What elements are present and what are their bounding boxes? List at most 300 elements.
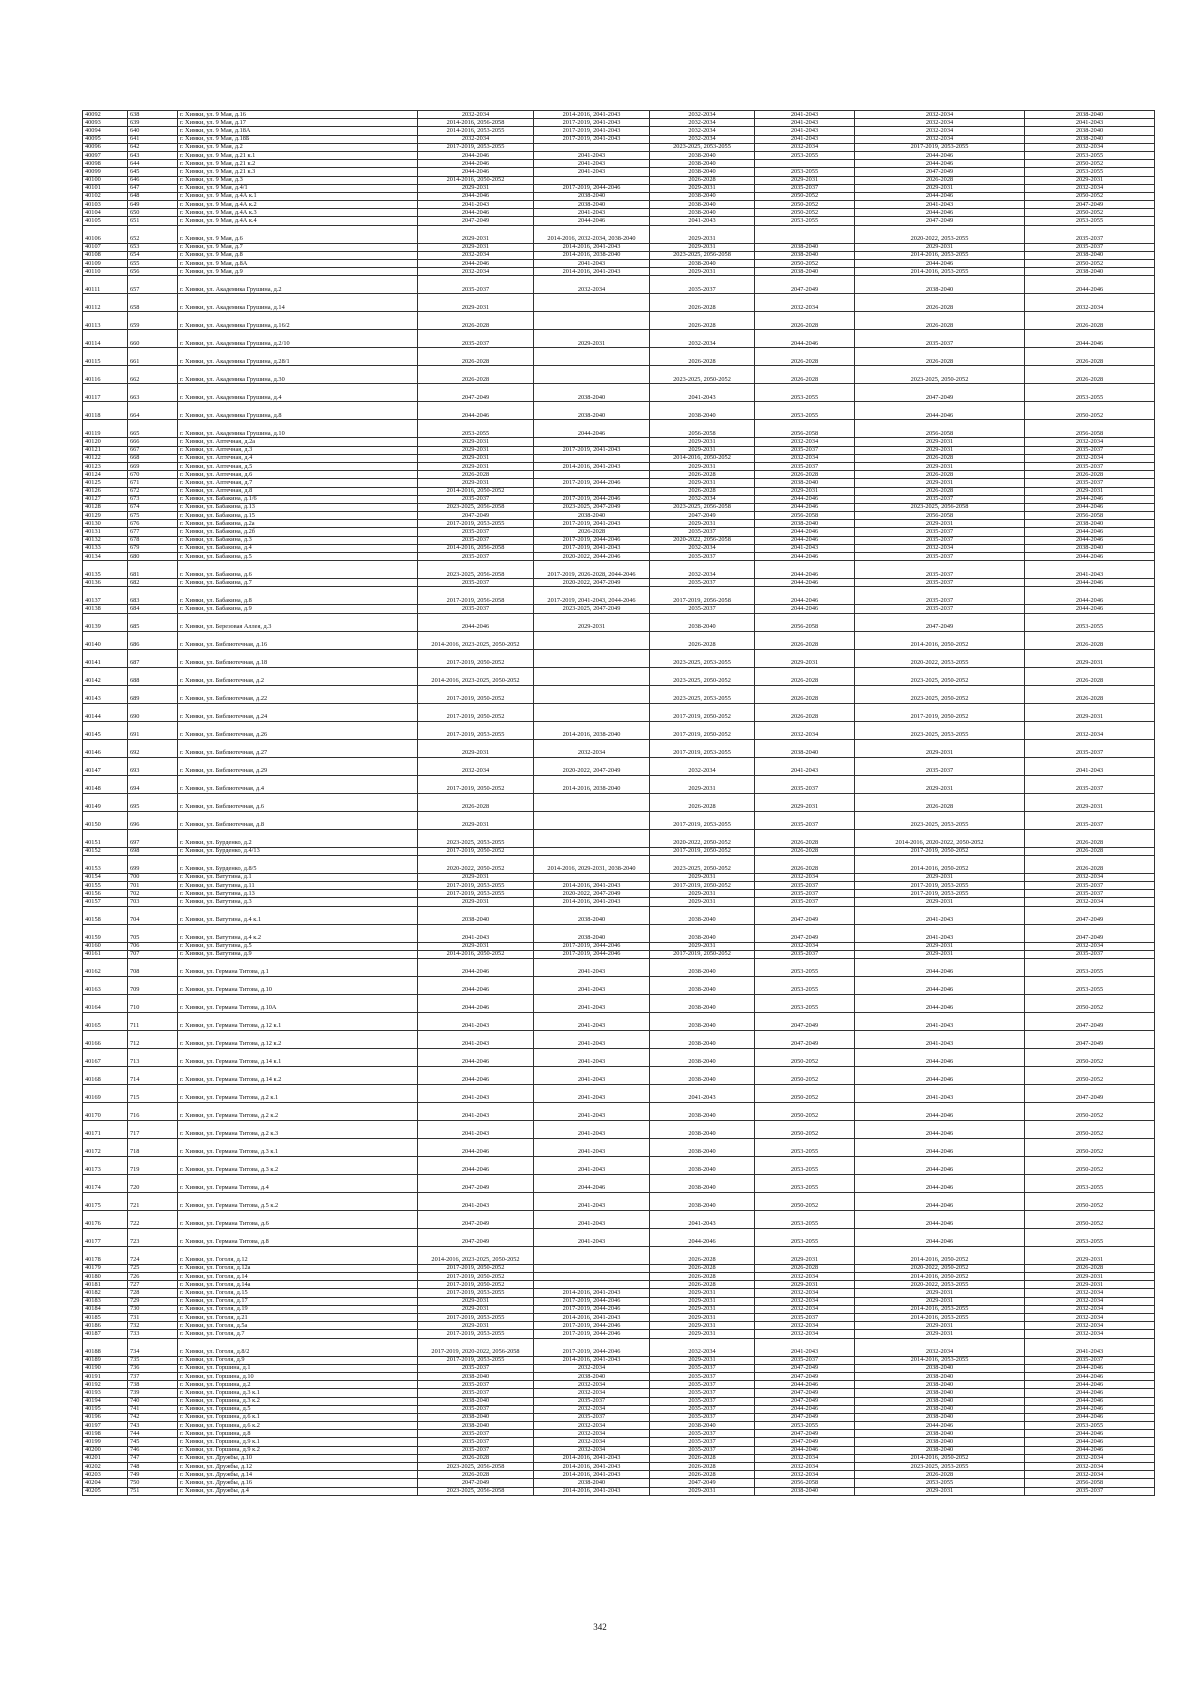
period-cell-3: 2029-2031 [650,438,755,446]
address-cell: г. Химки, ул. Германа Титова, д.1 [178,958,418,976]
period-cell-1: 2017-2019, 2050-2052 [418,847,534,855]
period-cell-6: 2032-2034 [1025,294,1155,312]
period-cell-2 [534,348,650,366]
address-cell: г. Химки, ул. Ватутина, д.1 [178,873,418,881]
row-number-cell: 702 [128,890,178,898]
table-row [83,268,1155,276]
period-cell-1: 2044-2046 [418,994,534,1012]
period-cell-6: 2032-2034 [1025,1463,1155,1471]
period-cell-6: 2026-2028 [1025,829,1155,847]
period-cell-1: 2032-2034 [418,111,534,119]
data-table [82,110,1155,1496]
period-cell-6: 2044-2046 [1025,276,1155,294]
address-cell: г. Химки, ул. 9 Мая, д.6 [178,225,418,243]
period-cell-3: 2044-2046 [650,1228,755,1246]
period-cell-1: 2017-2019, 2053-2055 [418,1289,534,1297]
period-cell-6: 2044-2046 [1025,605,1155,613]
table-row [83,561,1155,579]
row-number-cell: 672 [128,487,178,495]
row-id-cell: 40106 [83,225,128,243]
period-cell-5: 2029-2031 [855,1289,1025,1297]
table-row [83,1322,1155,1330]
period-cell-4: 2032-2034 [755,1463,855,1471]
row-number-cell: 691 [128,721,178,739]
table-row [83,847,1155,855]
period-cell-4: 2053-2055 [755,1228,855,1246]
period-cell-2: 2017-2019, 2041-2043 [534,127,650,135]
table-row [83,512,1155,520]
period-cell-4: 2041-2043 [755,757,855,775]
period-cell-2: 2041-2043 [534,1156,650,1174]
period-cell-6: 2038-2040 [1025,111,1155,119]
period-cell-4: 2026-2028 [755,847,855,855]
period-cell-6: 2032-2034 [1025,1471,1155,1479]
row-id-cell: 40113 [83,312,128,330]
period-cell-6: 2029-2031 [1025,1281,1155,1289]
row-id-cell: 40149 [83,793,128,811]
address-cell: г. Химки, ул. 9 Мая, д.18Б [178,135,418,143]
period-cell-1: 2041-2043 [418,1012,534,1030]
period-cell-3: 2047-2049 [650,512,755,520]
period-cell-6: 2026-2028 [1025,312,1155,330]
period-cell-1: 2044-2046 [418,613,534,631]
period-cell-4: 2047-2049 [755,1364,855,1372]
period-cell-5: 2026-2028 [855,1471,1025,1479]
period-cell-5: 2032-2034 [855,119,1025,127]
row-id-cell: 40102 [83,192,128,200]
period-cell-3: 2023-2025, 2056-2058 [650,503,755,511]
address-cell: г. Химки, ул. Германа Титова, д.14 к.2 [178,1066,418,1084]
period-cell-5: 2038-2040 [855,1438,1025,1446]
period-cell-2: 2038-2040 [534,402,650,420]
row-number-cell: 652 [128,225,178,243]
period-cell-3: 2035-2037 [650,579,755,587]
row-id-cell: 40174 [83,1174,128,1192]
row-number-cell: 680 [128,553,178,561]
row-id-cell: 40123 [83,462,128,470]
period-cell-3: 2029-2031 [650,1305,755,1313]
period-cell-4: 2056-2058 [755,613,855,631]
period-cell-2: 2017-2019, 2041-2043 [534,520,650,528]
period-cell-6: 2047-2049 [1025,1012,1155,1030]
period-cell-4: 2026-2028 [755,348,855,366]
row-id-cell: 40201 [83,1454,128,1462]
period-cell-6: 2044-2046 [1025,1413,1155,1421]
table-row [83,1228,1155,1246]
period-cell-2: 2017-2019, 2041-2043 [534,135,650,143]
period-cell-3: 2029-2031 [650,225,755,243]
row-id-cell: 40109 [83,260,128,268]
address-cell: г. Химки, ул. Дружбы, д.4 [178,1487,418,1495]
period-cell-2: 2017-2019, 2044-2046 [534,1305,650,1313]
period-cell-2: 2032-2034 [534,1430,650,1438]
period-cell-3: 2038-2040 [650,151,755,159]
address-cell: г. Химки, ул. 9 Мая, д.21 к.2 [178,160,418,168]
address-cell: г. Химки, ул. Гоголя, д.17 [178,1297,418,1305]
period-cell-6: 2029-2031 [1025,176,1155,184]
table-row [83,587,1155,605]
period-cell-5: 2044-2046 [855,1174,1025,1192]
period-cell-6: 2032-2034 [1025,438,1155,446]
period-cell-1: 2044-2046 [418,1066,534,1084]
row-number-cell: 741 [128,1405,178,1413]
row-id-cell: 40119 [83,420,128,438]
period-cell-1: 2029-2031 [418,184,534,192]
period-cell-4: 2041-2043 [755,135,855,143]
period-cell-3: 2035-2037 [650,1364,755,1372]
period-cell-4: 2053-2055 [755,958,855,976]
period-cell-4: 2026-2028 [755,366,855,384]
period-cell-2: 2017-2019, 2044-2046 [534,950,650,958]
row-id-cell: 40134 [83,553,128,561]
period-cell-2: 2020-2022, 2047-2049 [534,890,650,898]
row-number-cell: 686 [128,631,178,649]
period-cell-4: 2032-2034 [755,1289,855,1297]
period-cell-1: 2035-2037 [418,579,534,587]
address-cell: г. Химки, ул. 9 Мая, д.3 [178,176,418,184]
period-cell-4: 2032-2034 [755,721,855,739]
row-number-cell: 639 [128,119,178,127]
period-cell-3: 2029-2031 [650,520,755,528]
row-number-cell: 749 [128,1471,178,1479]
table-row [83,184,1155,192]
period-cell-3: 2017-2019, 2050-2052 [650,950,755,958]
period-cell-6: 2032-2034 [1025,1330,1155,1338]
row-id-cell: 40140 [83,631,128,649]
row-id-cell: 40137 [83,587,128,605]
row-number-cell: 715 [128,1084,178,1102]
table-row [83,251,1155,259]
address-cell: г. Химки, ул. Горшина, д.3 к.2 [178,1397,418,1405]
period-cell-1: 2035-2037 [418,528,534,536]
period-cell-3: 2038-2040 [650,168,755,176]
row-id-cell: 40183 [83,1297,128,1305]
period-cell-6: 2032-2034 [1025,1305,1155,1313]
period-cell-1: 2017-2019, 2053-2055 [418,721,534,739]
period-cell-4: 2047-2049 [755,1413,855,1421]
row-id-cell: 40148 [83,775,128,793]
period-cell-2: 2041-2043 [534,1138,650,1156]
period-cell-6: 2050-2052 [1025,1138,1155,1156]
period-cell-5: 2029-2031 [855,462,1025,470]
period-cell-5: 2023-2025, 2050-2052 [855,685,1025,703]
address-cell: г. Химки, ул. Библиотечная, д.16 [178,631,418,649]
table-row [83,479,1155,487]
period-cell-2: 2017-2019, 2044-2046 [534,942,650,950]
period-cell-6: 2029-2031 [1025,649,1155,667]
table-row [83,1430,1155,1438]
period-cell-1: 2029-2031 [418,438,534,446]
table-row [83,994,1155,1012]
address-cell: г. Химки, ул. Гоголя, д.7 [178,1330,418,1338]
row-number-cell: 711 [128,1012,178,1030]
period-cell-2: 2017-2019, 2044-2046 [534,1338,650,1356]
period-cell-2 [534,294,650,312]
period-cell-5: 2056-2058 [855,512,1025,520]
table-row [83,1066,1155,1084]
period-cell-5: 2035-2037 [855,579,1025,587]
row-number-cell: 709 [128,976,178,994]
period-cell-5: 2029-2031 [855,950,1025,958]
row-number-cell: 673 [128,495,178,503]
address-cell: г. Химки, ул. Ватутина, д.5 [178,942,418,950]
period-cell-5: 2017-2019, 2053-2055 [855,143,1025,151]
address-cell: г. Химки, ул. Аптечная, д.2а [178,438,418,446]
period-cell-2: 2014-2016, 2041-2043 [534,1487,650,1495]
period-cell-5: 2014-2016, 2050-2052 [855,631,1025,649]
period-cell-1: 2044-2046 [418,1156,534,1174]
row-id-cell: 40176 [83,1210,128,1228]
address-cell: г. Химки, ул. Германа Титова, д.8 [178,1228,418,1246]
period-cell-3: 2038-2040 [650,1030,755,1048]
table-row [83,127,1155,135]
row-number-cell: 667 [128,446,178,454]
row-number-cell: 674 [128,503,178,511]
row-number-cell: 669 [128,462,178,470]
period-cell-4: 2053-2055 [755,1174,855,1192]
row-id-cell: 40104 [83,209,128,217]
period-cell-1: 2044-2046 [418,402,534,420]
row-number-cell: 693 [128,757,178,775]
row-id-cell: 40205 [83,1487,128,1495]
row-id-cell: 40095 [83,135,128,143]
period-cell-2: 2020-2022, 2047-2049 [534,579,650,587]
row-number-cell: 683 [128,587,178,605]
row-number-cell: 666 [128,438,178,446]
period-cell-4: 2041-2043 [755,127,855,135]
table-row [83,613,1155,631]
period-cell-5: 2044-2046 [855,1192,1025,1210]
period-cell-3: 2038-2040 [650,209,755,217]
row-id-cell: 40097 [83,151,128,159]
period-cell-5: 2041-2043 [855,1084,1025,1102]
period-cell-1: 2017-2019, 2050-2052 [418,1264,534,1272]
address-cell: г. Химки, ул. Горшина, д.5 [178,1405,418,1413]
period-cell-6: 2035-2037 [1025,811,1155,829]
period-cell-5: 2023-2025, 2053-2055 [855,1463,1025,1471]
period-cell-6: 2047-2049 [1025,906,1155,924]
row-id-cell: 40198 [83,1430,128,1438]
address-cell: г. Химки, ул. Бурденко, д.4/13 [178,847,418,855]
address-cell: г. Химки, ул. Дружбы, д.10 [178,1454,418,1462]
address-cell: г. Химки, ул. Горшина, д.3 к.1 [178,1389,418,1397]
period-cell-4: 2032-2034 [755,294,855,312]
period-cell-5: 2038-2040 [855,1413,1025,1421]
row-number-cell: 679 [128,544,178,552]
address-cell: г. Химки, ул. Гоголя, д.12а [178,1264,418,1272]
row-id-cell: 40164 [83,994,128,1012]
address-cell: г. Химки, ул. Германа Титова, д.12 к.2 [178,1030,418,1048]
address-cell: г. Химки, ул. Германа Титова, д.4 [178,1174,418,1192]
period-cell-2: 2014-2016, 2041-2043 [534,1471,650,1479]
period-cell-5: 2014-2016, 2053-2055 [855,268,1025,276]
table-row [83,649,1155,667]
period-cell-5: 2044-2046 [855,1066,1025,1084]
period-cell-4: 2041-2043 [755,1338,855,1356]
address-cell: г. Химки, ул. Бабакина, д.1/6 [178,495,418,503]
period-cell-4: 2035-2037 [755,446,855,454]
row-number-cell: 750 [128,1479,178,1487]
row-number-cell: 695 [128,793,178,811]
row-id-cell: 40177 [83,1228,128,1246]
period-cell-3: 2023-2025, 2053-2055 [650,143,755,151]
address-cell: г. Химки, ул. Библиотечная, д.24 [178,703,418,721]
period-cell-6: 2041-2043 [1025,561,1155,579]
row-id-cell: 40167 [83,1048,128,1066]
row-number-cell: 661 [128,348,178,366]
period-cell-1: 2023-2025, 2053-2055 [418,829,534,847]
period-cell-6: 2029-2031 [1025,703,1155,721]
period-cell-4: 2050-2052 [755,1102,855,1120]
row-id-cell: 40112 [83,294,128,312]
row-id-cell: 40111 [83,276,128,294]
period-cell-5: 2035-2037 [855,330,1025,348]
table-row [83,1364,1155,1372]
period-cell-4: 2032-2034 [755,1330,855,1338]
table-row [83,1297,1155,1305]
period-cell-1: 2017-2019, 2053-2055 [418,890,534,898]
row-id-cell: 40143 [83,685,128,703]
period-cell-6: 2026-2028 [1025,631,1155,649]
period-cell-6: 2032-2034 [1025,1297,1155,1305]
row-id-cell: 40180 [83,1273,128,1281]
address-cell: г. Химки, ул. Аптечная, д.7 [178,479,418,487]
period-cell-6: 2032-2034 [1025,143,1155,151]
period-cell-3: 2041-2043 [650,217,755,225]
period-cell-4: 2053-2055 [755,151,855,159]
table-row [83,950,1155,958]
row-id-cell: 40101 [83,184,128,192]
period-cell-4: 2044-2046 [755,528,855,536]
period-cell-3: 2029-2031 [650,446,755,454]
period-cell-5: 2044-2046 [855,151,1025,159]
period-cell-2: 2014-2016, 2041-2043 [534,243,650,251]
row-number-cell: 645 [128,168,178,176]
address-cell: г. Химки, ул. Бабакина, д.8 [178,587,418,605]
table-row [83,201,1155,209]
row-number-cell: 746 [128,1446,178,1454]
period-cell-2: 2026-2028 [534,528,650,536]
period-cell-5: 2044-2046 [855,209,1025,217]
period-cell-5: 2017-2019, 2053-2055 [855,881,1025,889]
table-row [83,1372,1155,1380]
period-cell-2: 2020-2022, 2044-2046 [534,553,650,561]
address-cell: г. Химки, ул. Дружбы, д.14 [178,1471,418,1479]
period-cell-5: 2038-2040 [855,1364,1025,1372]
period-cell-4: 2053-2055 [755,384,855,402]
row-number-cell: 719 [128,1156,178,1174]
period-cell-1: 2029-2031 [418,1322,534,1330]
period-cell-2: 2017-2019, 2041-2043 [534,119,650,127]
period-cell-2: 2014-2016, 2041-2043 [534,1314,650,1322]
table-row [83,520,1155,528]
period-cell-6: 2050-2052 [1025,160,1155,168]
period-cell-4: 2038-2040 [755,251,855,259]
row-number-cell: 727 [128,1281,178,1289]
period-cell-3: 2029-2031 [650,1322,755,1330]
period-cell-5: 2056-2058 [855,420,1025,438]
table-row [83,890,1155,898]
period-cell-4: 2035-2037 [755,881,855,889]
period-cell-4: 2044-2046 [755,561,855,579]
table-row [83,446,1155,454]
period-cell-1: 2035-2037 [418,276,534,294]
table-row [83,209,1155,217]
period-cell-2: 2041-2043 [534,1228,650,1246]
row-number-cell: 737 [128,1372,178,1380]
row-number-cell: 699 [128,855,178,873]
period-cell-6: 2050-2052 [1025,1210,1155,1228]
period-cell-3: 2017-2019, 2056-2058 [650,587,755,605]
address-cell: г. Химки, ул. Академика Грушина, д.8 [178,402,418,420]
period-cell-4: 2029-2031 [755,649,855,667]
row-id-cell: 40103 [83,201,128,209]
table-row [83,1138,1155,1156]
period-cell-5: 2032-2034 [855,127,1025,135]
period-cell-1: 2029-2031 [418,294,534,312]
period-cell-4: 2047-2049 [755,924,855,942]
period-cell-1: 2041-2043 [418,1192,534,1210]
period-cell-1: 2047-2049 [418,512,534,520]
row-number-cell: 706 [128,942,178,950]
period-cell-4: 2035-2037 [755,1314,855,1322]
table-row [83,348,1155,366]
period-cell-4: 2047-2049 [755,906,855,924]
period-cell-6: 2029-2031 [1025,1273,1155,1281]
address-cell: г. Химки, ул. Академика Грушина, д.2/10 [178,330,418,348]
period-cell-6: 2044-2046 [1025,1381,1155,1389]
address-cell: г. Химки, ул. Гоголя, д.21 [178,1314,418,1322]
period-cell-1: 2014-2016, 2053-2055 [418,127,534,135]
table-row [83,1246,1155,1264]
row-id-cell: 40172 [83,1138,128,1156]
period-cell-2 [534,873,650,881]
period-cell-5: 2014-2016, 2053-2055 [855,1314,1025,1322]
period-cell-3: 2035-2037 [650,553,755,561]
row-id-cell: 40110 [83,268,128,276]
period-cell-2: 2014-2016, 2029-2031, 2038-2040 [534,855,650,873]
period-cell-2: 2032-2034 [534,1381,650,1389]
period-cell-4: 2056-2058 [755,1479,855,1487]
period-cell-2: 2014-2016, 2038-2040 [534,251,650,259]
period-cell-6: 2053-2055 [1025,1422,1155,1430]
row-id-cell: 40165 [83,1012,128,1030]
row-id-cell: 40150 [83,811,128,829]
period-cell-5: 2023-2025, 2056-2058 [855,503,1025,511]
row-id-cell: 40096 [83,143,128,151]
row-id-cell: 40182 [83,1289,128,1297]
period-cell-5: 2029-2031 [855,243,1025,251]
period-cell-5: 2029-2031 [855,1322,1025,1330]
address-cell: г. Химки, ул. 9 Мая, д.17 [178,119,418,127]
period-cell-5: 2029-2031 [855,479,1025,487]
row-id-cell: 40145 [83,721,128,739]
table-row [83,135,1155,143]
period-cell-1: 2038-2040 [418,1372,534,1380]
period-cell-3: 2026-2028 [650,1471,755,1479]
period-cell-1: 2041-2043 [418,1084,534,1102]
period-cell-2: 2041-2043 [534,168,650,176]
period-cell-2: 2017-2019, 2044-2046 [534,479,650,487]
period-cell-6: 2035-2037 [1025,881,1155,889]
row-number-cell: 681 [128,561,178,579]
period-cell-5: 2047-2049 [855,384,1025,402]
period-cell-6: 2032-2034 [1025,898,1155,906]
row-number-cell: 668 [128,454,178,462]
period-cell-2: 2041-2043 [534,1066,650,1084]
period-cell-5: 2044-2046 [855,192,1025,200]
period-cell-5: 2026-2028 [855,176,1025,184]
